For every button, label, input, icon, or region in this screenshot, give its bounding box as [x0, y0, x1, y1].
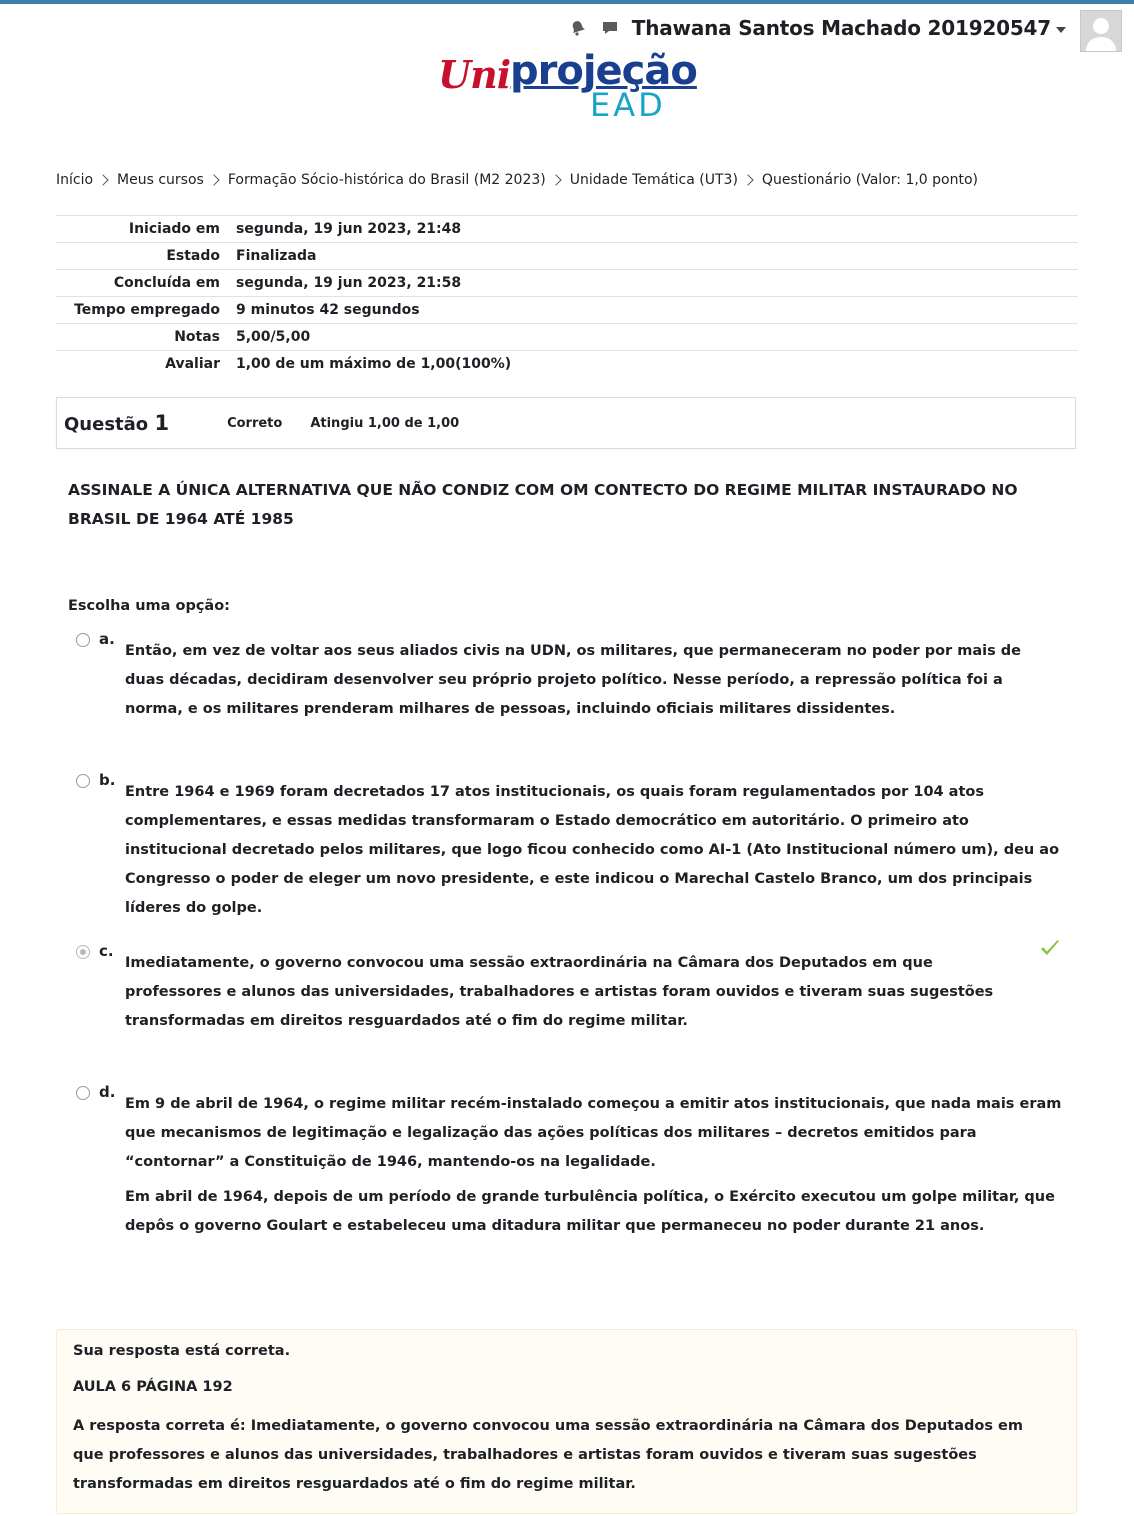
logo-uni-text: Uni: [438, 52, 511, 97]
notification-bell-icon[interactable]: [568, 18, 588, 38]
attempt-summary-table: [56, 215, 1078, 377]
option-letter: b.: [99, 771, 116, 789]
option-letter: c.: [99, 942, 114, 960]
summary-value: segunda, 19 jun 2023, 21:58: [220, 270, 1078, 297]
summary-label: Estado: [56, 243, 220, 270]
logo-ead-text: EAD: [590, 86, 666, 124]
radio-button[interactable]: [76, 1086, 90, 1100]
summary-value: 9 minutos 42 segundos: [220, 297, 1078, 324]
feedback-correct-answer: A resposta correta é: Imediatamente, o governo convocou uma sessão extraordinária na Câmara dos Deputados em que professores e alunos das universidades, trabalhadores e artistas foram ouvidos e tiveram suas sugestões transformadas em direitos resguardados até o fim do regime militar.: [73, 1418, 1023, 1492]
question-number: 1: [154, 411, 170, 435]
option-text: [125, 1090, 1063, 1247]
summary-value: Finalizada: [220, 243, 1078, 270]
summary-label: Notas: [56, 324, 220, 351]
table-row: [56, 270, 1078, 297]
question-text: ASSINALE A ÚNICA ALTERNATIVA QUE NÃO CONDIZ COM OM CONTECTO DO REGIME MILITAR INSTAURADO NO BRASIL DE 1964 ATÉ 1985: [68, 481, 1018, 528]
messages-icon[interactable]: [600, 18, 620, 38]
table-row: [56, 216, 1078, 243]
breadcrumb-course[interactable]: Formação Sócio-histórica do Brasil (M2 2023): [227, 172, 546, 188]
option-letter: d.: [99, 1083, 116, 1101]
radio-button-selected[interactable]: [76, 945, 90, 959]
feedback-box: [56, 1329, 1077, 1514]
user-menu-caret-icon[interactable]: [1056, 27, 1066, 33]
radio-button[interactable]: [76, 774, 90, 788]
chevron-right-icon: [550, 174, 561, 185]
summary-label: Tempo empregado: [56, 297, 220, 324]
option-paragraph: Em 9 de abril de 1964, o regime militar recém-instalado começou a emitir atos institucionais, que nada mais eram que mecanismos de legitimação e legalização das ações políticas dos militares – decretos emitidos para “contornar” a Constituição de 1946, mantendo-os na legalidade.: [125, 1096, 1062, 1170]
option-paragraph: Entre 1964 e 1969 foram decretados 17 atos institucionais, os quais foram regulamentados por 104 atos complementares, e essas medidas transformaram o Estado democrático em autoritário. O primeiro ato institucional decretado pelos militares, que logo ficou conhecido como AI-1 (Ato Institucional número um), deu ao Congresso o poder de eleger um novo presidente, e este indicou o Marechal Castelo Branco, um dos principais líderes do golpe.: [125, 784, 1060, 916]
chevron-right-icon: [742, 174, 753, 185]
breadcrumb-home[interactable]: Início: [56, 172, 94, 188]
option-paragraph: Imediatamente, o governo convocou uma sessão extraordinária na Câmara dos Deputados em que professores e alunos das universidades, trabalhadores e artistas foram ouvidos e tiveram suas sugestões transformadas em direitos resguardados até o fim do regime militar.: [125, 955, 994, 1029]
user-menu-area: [568, 4, 1134, 52]
summary-label: Iniciado em: [56, 216, 220, 243]
summary-label: Concluída em: [56, 270, 220, 297]
option-text: [125, 778, 1063, 929]
option-letter: a.: [99, 630, 115, 648]
table-row: [56, 243, 1078, 270]
question-label: Questão: [64, 414, 149, 435]
chevron-right-icon: [208, 174, 219, 185]
option-text: [125, 949, 1030, 1042]
summary-value: segunda, 19 jun 2023, 21:48: [220, 216, 1078, 243]
breadcrumb-quiz[interactable]: Questionário (Valor: 1,0 ponto): [761, 172, 978, 188]
summary-value: 1,00 de um máximo de 1,00(100%): [220, 351, 1078, 378]
summary-value: 5,00/5,00: [220, 324, 1078, 351]
feedback-result: Sua resposta está correta.: [73, 1343, 291, 1359]
table-row: [56, 297, 1078, 324]
breadcrumb-unit[interactable]: Unidade Temática (UT3): [569, 172, 738, 188]
breadcrumb-my-courses[interactable]: Meus cursos: [117, 172, 204, 188]
question-info-box: [56, 397, 1076, 449]
user-name[interactable]: Thawana Santos Machado 201920547: [631, 16, 1051, 40]
question-state: Correto: [227, 415, 283, 431]
question-grade: Atingiu 1,00 de 1,00: [310, 415, 460, 431]
feedback-reference: AULA 6 PÁGINA 192: [73, 1379, 233, 1395]
table-row: [56, 324, 1078, 351]
table-row: [56, 351, 1078, 378]
avatar[interactable]: [1080, 10, 1122, 52]
answer-prompt: Escolha uma opção:: [68, 598, 230, 614]
chevron-right-icon: [97, 174, 108, 185]
option-paragraph: Então, em vez de voltar aos seus aliados civis na UDN, os militares, que permaneceram no poder por mais de duas décadas, decidiram desenvolver seu próprio projeto político. Nesse período, a repressão política foi a norma, e os militares prenderam milhares de pessoas, incluindo oficiais militares dissidentes.: [125, 643, 1021, 717]
summary-label: Avaliar: [56, 351, 220, 378]
uniprojecao-ead-logo[interactable]: [438, 50, 698, 124]
option-text: [125, 637, 1063, 730]
logo-projecao-text: projeção: [510, 48, 697, 94]
correct-check-icon: [1040, 939, 1060, 961]
breadcrumb: [56, 172, 978, 188]
question-title: [64, 411, 169, 435]
radio-button[interactable]: [76, 633, 90, 647]
option-paragraph: Em abril de 1964, depois de um período de grande turbulência política, o Exército executou um golpe militar, que depôs o governo Goulart e estabeleceu uma ditadura militar que permaneceu no poder durante 21 anos.: [125, 1189, 1055, 1234]
